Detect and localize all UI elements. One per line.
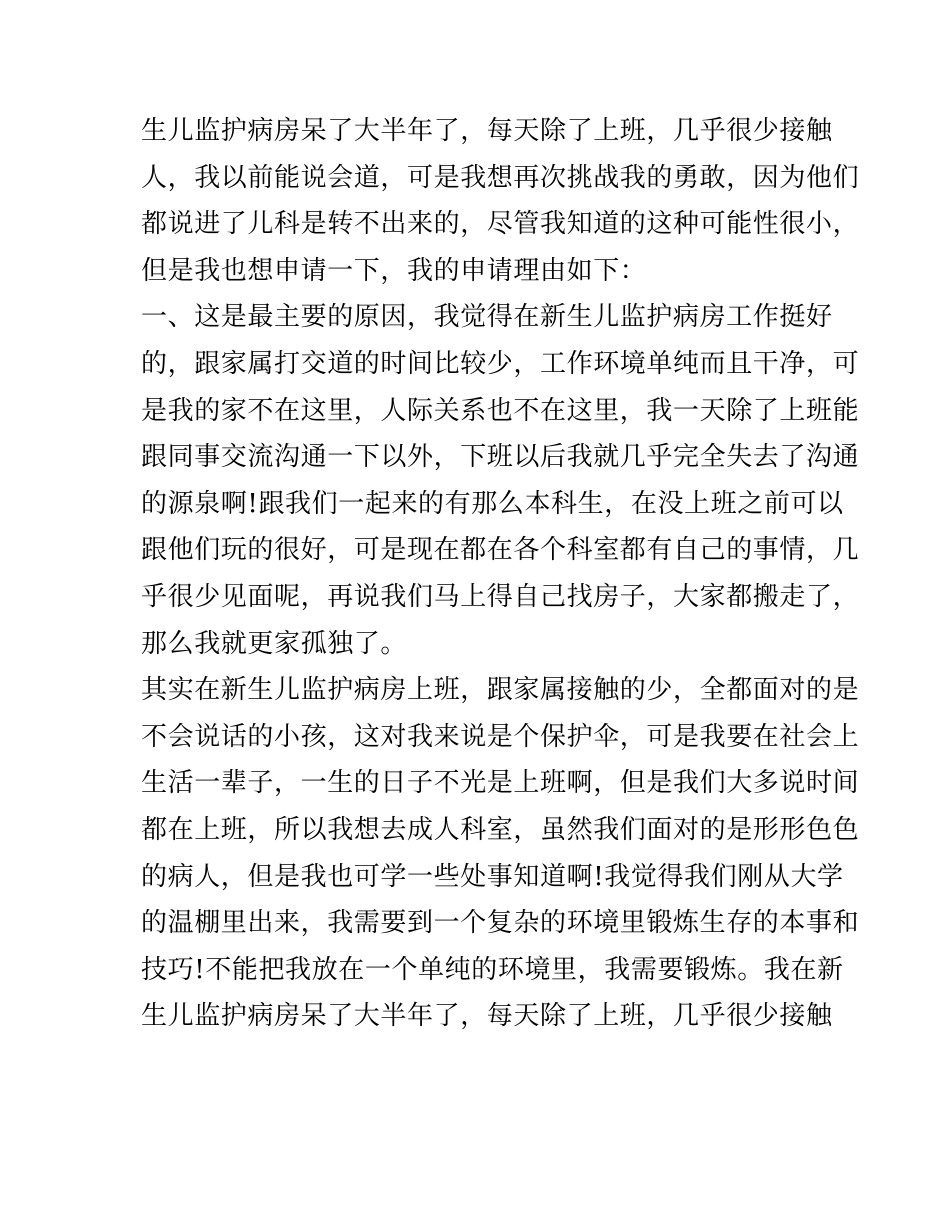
text-line: 的，跟家属打交道的时间比较少，工作环境单纯而且干净，可 (141, 348, 860, 379)
text-line: 的源泉啊!跟我们一起来的有那么本科生，在没上班之前可以 (141, 488, 844, 519)
text-line: 生儿监护病房呆了大半年了，每天除了上班，几乎很少接触 (141, 116, 833, 146)
text-line: 人，我以前能说会道，可是我想再次挑战我的勇敢，因为他们 (141, 162, 860, 193)
text-line: 不会说话的小孩，这对我来说是个保护伞，可是我要在社会上 (141, 721, 860, 752)
text-line: 跟他们玩的很好，可是现在都在各个科室都有自己的事情，几 (141, 535, 860, 566)
text-line: 跟同事交流沟通一下以外，下班以后我就几乎完全失去了沟通 (141, 442, 860, 473)
text-line: 但是我也想申请一下，我的申请理由如下： (141, 255, 647, 286)
text-line: 那么我就更家孤独了。 (141, 628, 408, 659)
text-line: 一、这是最主要的原因，我觉得在新生儿监护病房工作挺好 (141, 302, 833, 333)
body-text (141, 108, 860, 1040)
text-line: 都说进了儿科是转不出来的，尽管我知道的这种可能性很小， (141, 209, 860, 240)
text-line: 都在上班，所以我想去成人科室，虽然我们面对的是形形色色 (141, 814, 860, 845)
text-line: 的温棚里出来，我需要到一个复杂的环境里锻炼生存的本事和 (141, 908, 860, 939)
text-line: 是我的家不在这里，人际关系也不在这里，我一天除了上班能 (141, 395, 860, 426)
text-line: 的病人，但是我也可学一些处事知道啊!我觉得我们刚从大学 (141, 861, 844, 892)
text-line: 生活一辈子，一生的日子不光是上班啊，但是我们大多说时间 (141, 768, 860, 799)
text-line: 其实在新生儿监护病房上班，跟家属接触的少，全都面对的是 (141, 675, 860, 706)
text-line: 生儿监护病房呆了大半年了，每天除了上班，几乎很少接触 (141, 1001, 833, 1032)
text-line: 技巧!不能把我放在一个单纯的环境里，我需要锻炼。我在新 (141, 954, 844, 985)
text-line: 乎很少见面呢，再说我们马上得自己找房子，大家都搬走了， (141, 581, 860, 612)
